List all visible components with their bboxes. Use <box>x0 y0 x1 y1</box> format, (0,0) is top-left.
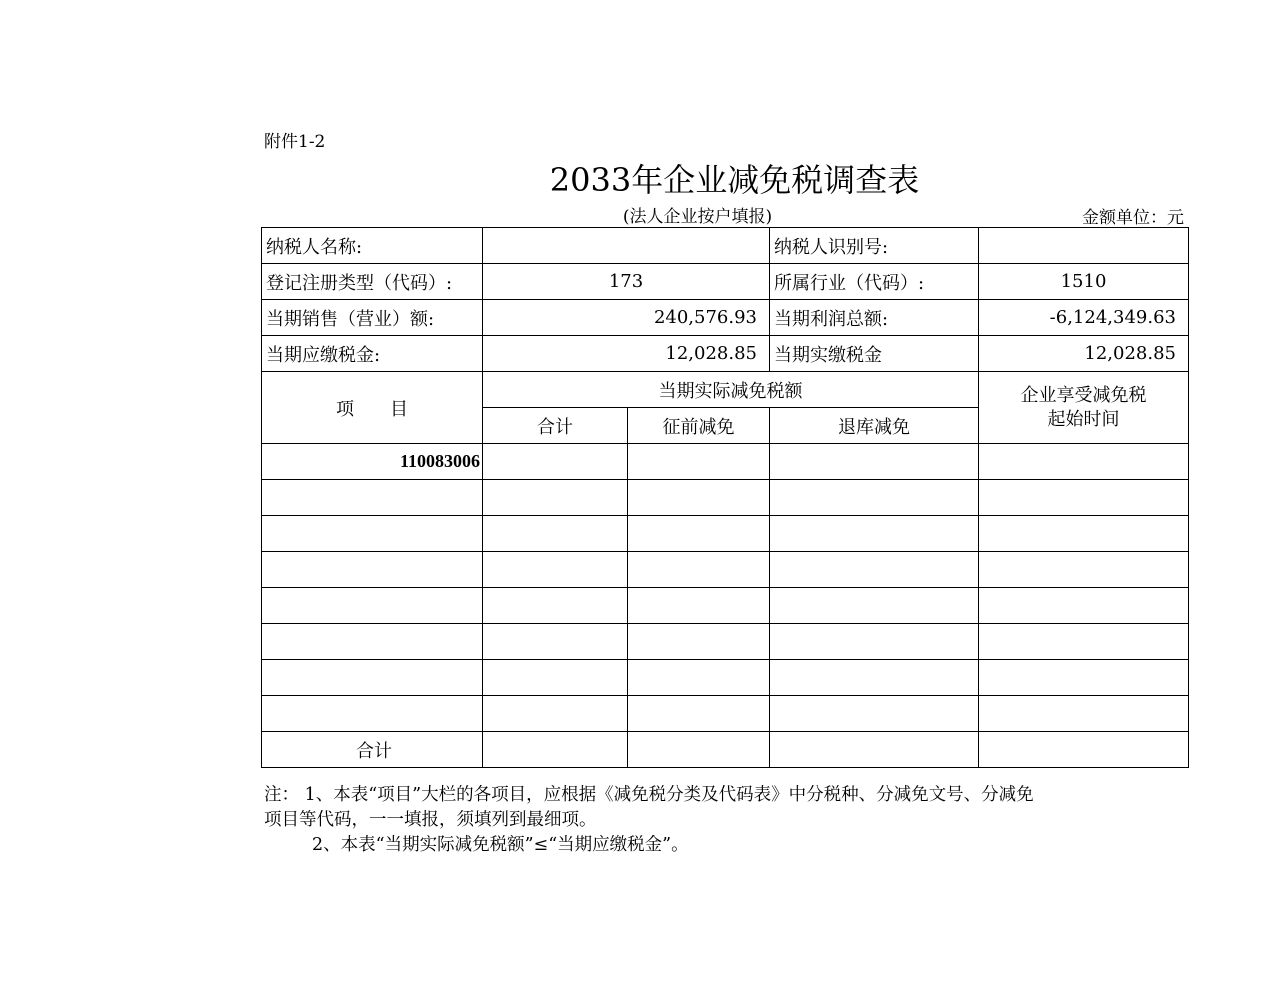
tax-due-field[interactable]: 12,028.85 <box>483 336 770 372</box>
item-code-cell[interactable] <box>262 696 483 732</box>
table-row <box>262 660 1189 696</box>
cell[interactable] <box>483 588 628 624</box>
refund-col-header: 退库减免 <box>770 408 979 444</box>
cell[interactable] <box>770 552 979 588</box>
note-line-1: 注： 1、本表“项目”大栏的各项目，应根据《减免税分类及代码表》中分税种、分减免文号、分减免 <box>264 785 1034 805</box>
cell[interactable] <box>628 696 770 732</box>
reduction-header: 当期实际减免税额 <box>483 372 979 408</box>
tax-paid-label: 当期实缴税金 <box>770 336 979 372</box>
header-row <box>262 372 1189 408</box>
profit-label: 当期利润总额: <box>770 300 979 336</box>
cell[interactable] <box>483 480 628 516</box>
table-row <box>262 480 1189 516</box>
total-row <box>262 732 1189 768</box>
cell[interactable] <box>979 444 1189 480</box>
note-line-3: 2、本表“当期实际减免税额”≤“当期应缴税金”。 <box>312 835 689 855</box>
cell[interactable] <box>628 588 770 624</box>
sales-label: 当期销售（营业）额: <box>262 300 483 336</box>
cell[interactable] <box>483 660 628 696</box>
cell[interactable] <box>483 624 628 660</box>
cell[interactable] <box>979 552 1189 588</box>
cell[interactable] <box>628 660 770 696</box>
info-row <box>262 228 1189 264</box>
cell[interactable] <box>770 516 979 552</box>
cell[interactable] <box>628 444 770 480</box>
taxpayer-name-label: 纳税人名称: <box>262 228 483 264</box>
taxpayer-id-label: 纳税人识别号: <box>770 228 979 264</box>
taxpayer-id-field[interactable] <box>979 228 1189 264</box>
industry-field[interactable]: 1510 <box>979 264 1189 300</box>
info-row <box>262 336 1189 372</box>
total-row-label: 合计 <box>262 732 483 768</box>
cell[interactable] <box>628 552 770 588</box>
cell[interactable] <box>483 696 628 732</box>
pre-col-header: 征前减免 <box>628 408 770 444</box>
cell[interactable] <box>770 696 979 732</box>
info-row <box>262 300 1189 336</box>
cell[interactable] <box>483 732 628 768</box>
cell[interactable] <box>979 516 1189 552</box>
page-title: 2033年企业减免税调查表 <box>549 161 920 199</box>
sales-field[interactable]: 240,576.93 <box>483 300 770 336</box>
notes <box>264 783 1194 858</box>
cell[interactable] <box>770 588 979 624</box>
item-code-cell[interactable]: 110083006 <box>262 444 483 480</box>
item-header: 项 目 <box>262 372 483 444</box>
cell[interactable] <box>628 480 770 516</box>
reg-type-field[interactable]: 173 <box>483 264 770 300</box>
subtitle: (法人企业按户填报) <box>622 207 773 227</box>
item-code-cell[interactable] <box>262 660 483 696</box>
table-row <box>262 588 1189 624</box>
tax-due-label: 当期应缴税金: <box>262 336 483 372</box>
note-line-2: 项目等代码，一一填报，须填列到最细项。 <box>264 810 597 830</box>
cell[interactable] <box>628 516 770 552</box>
profit-field[interactable]: -6,124,349.63 <box>979 300 1189 336</box>
cell[interactable] <box>979 696 1189 732</box>
tax-survey-table <box>261 227 1189 768</box>
start-time-header-line1: 企业享受减免税 <box>1020 384 1147 406</box>
cell[interactable] <box>979 588 1189 624</box>
cell[interactable] <box>770 732 979 768</box>
unit-label: 金额单位：元 <box>1082 208 1184 228</box>
cell[interactable] <box>770 480 979 516</box>
table-row <box>262 696 1189 732</box>
cell[interactable] <box>979 480 1189 516</box>
cell[interactable] <box>628 732 770 768</box>
info-row <box>262 264 1189 300</box>
total-col-header: 合计 <box>483 408 628 444</box>
cell[interactable] <box>483 444 628 480</box>
cell[interactable] <box>979 624 1189 660</box>
table-row <box>262 552 1189 588</box>
start-time-header-line2: 起始时间 <box>1047 408 1120 430</box>
cell[interactable] <box>483 516 628 552</box>
item-code-cell[interactable] <box>262 588 483 624</box>
item-code-cell[interactable] <box>262 516 483 552</box>
cell[interactable] <box>483 552 628 588</box>
cell[interactable] <box>979 732 1189 768</box>
table-row <box>262 624 1189 660</box>
cell[interactable] <box>979 660 1189 696</box>
taxpayer-name-field[interactable] <box>483 228 770 264</box>
table-row <box>262 444 1189 480</box>
reg-type-label: 登记注册类型（代码）: <box>262 264 483 300</box>
item-code-cell[interactable] <box>262 552 483 588</box>
start-time-header <box>979 372 1189 444</box>
industry-label: 所属行业（代码）: <box>770 264 979 300</box>
cell[interactable] <box>770 660 979 696</box>
cell[interactable] <box>770 624 979 660</box>
table-row <box>262 516 1189 552</box>
attachment-label: 附件1-2 <box>264 132 326 152</box>
cell[interactable] <box>628 624 770 660</box>
cell[interactable] <box>770 444 979 480</box>
item-code-cell[interactable] <box>262 624 483 660</box>
item-code-cell[interactable] <box>262 480 483 516</box>
tax-paid-field[interactable]: 12,028.85 <box>979 336 1189 372</box>
